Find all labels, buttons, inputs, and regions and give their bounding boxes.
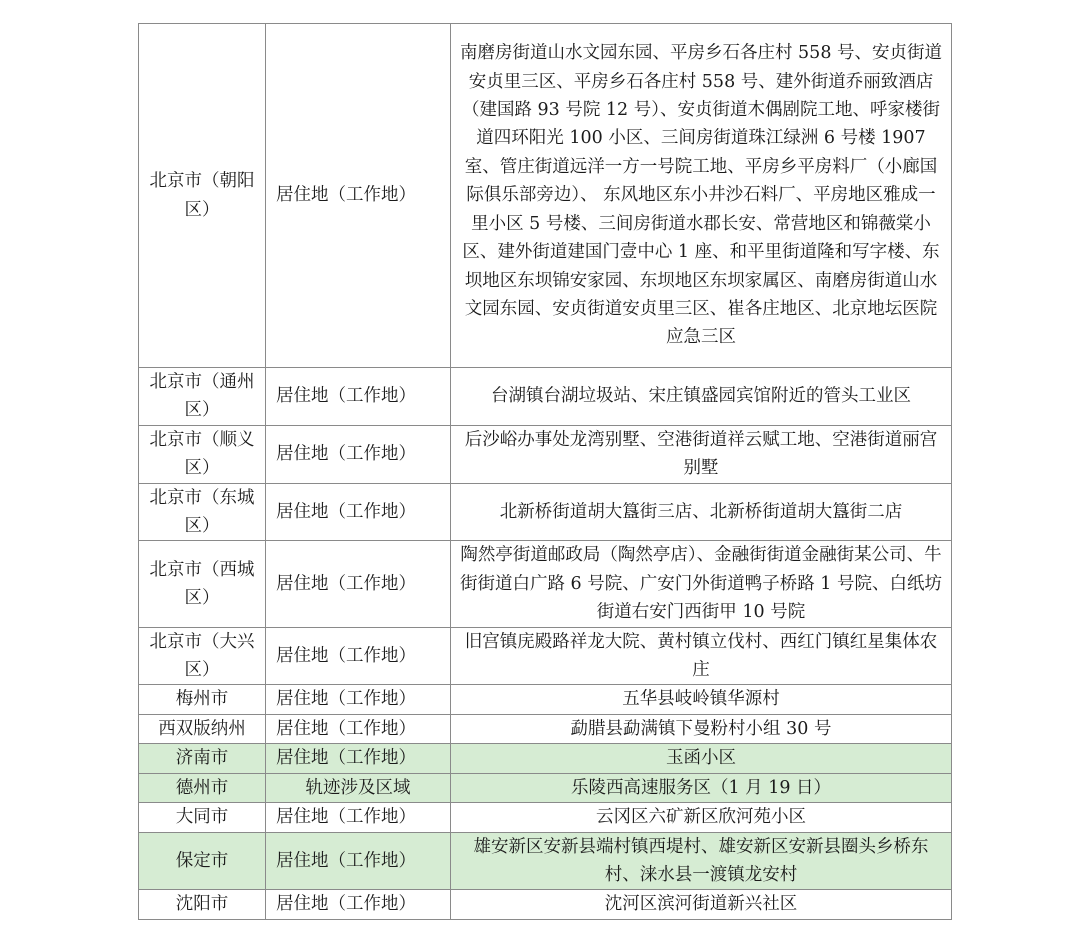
place-cell: 陶然亭街道邮政局（陶然亭店）、金融街街道金融街某公司、牛街街道白广路 6 号院、广安门外街道鸭子桥路 1 号院、白纸坊街道右安门西街甲 10 号院: [451, 541, 952, 627]
table-row: [139, 368, 952, 426]
table-row: [139, 483, 952, 541]
type-cell: 居住地（工作地）: [266, 627, 451, 685]
type-cell: 轨迹涉及区域: [266, 773, 451, 802]
place-cell: 五华县岐岭镇华源村: [451, 685, 952, 714]
table-row-highlighted: [139, 773, 952, 802]
place-cell: 勐腊县勐满镇下曼粉村小组 30 号: [451, 714, 952, 743]
city-cell: 德州市: [139, 773, 266, 802]
place-cell: 北新桥街道胡大簋街三店、北新桥街道胡大簋街二店: [451, 483, 952, 541]
table-row: [139, 627, 952, 685]
type-cell: 居住地（工作地）: [266, 685, 451, 714]
city-cell: 北京市（顺义区）: [139, 425, 266, 483]
type-cell: 居住地（工作地）: [266, 541, 451, 627]
place-cell: 乐陵西高速服务区（1 月 19 日）: [451, 773, 952, 802]
place-cell: 后沙峪办事处龙湾别墅、空港街道祥云赋工地、空港街道丽宫别墅: [451, 425, 952, 483]
type-cell: 居住地（工作地）: [266, 832, 451, 890]
city-cell: 北京市（通州区）: [139, 368, 266, 426]
place-cell: 玉函小区: [451, 744, 952, 773]
table-row: [139, 714, 952, 743]
place-cell: 旧宫镇庑殿路祥龙大院、黄村镇立伐村、西红门镇红星集体农庄: [451, 627, 952, 685]
city-cell: 北京市（东城区）: [139, 483, 266, 541]
table-row: [139, 541, 952, 627]
table-row: [139, 425, 952, 483]
place-cell: 南磨房街道山水文园东园、平房乡石各庄村 558 号、安贞街道安贞里三区、平房乡石各庄村 558 号、建外街道乔丽致酒店（建国路 93 号院 12 号）、安贞街道木偶剧院工地、呼家楼街道四环阳光 100 小区、三间房街道珠江绿洲 6 号楼 1907 室、管庄街道远洋一方一号院工地、平房乡平房料厂（小廊国际俱乐部旁边）、 东风地区东小井沙石料厂、平房地区雅成一里小区 5 号楼、三间房街道水郡长安、常营地区和锦薇棠小区、建外街道建国门壹中心 1 座、和平里街道隆和写字楼、东坝地区东坝锦安家园、东坝地区东坝家属区、南磨房街道山水文园东园、安贞街道安贞里三区、崔各庄地区、北京地坛医院应急三区: [451, 24, 952, 368]
table-row: [139, 685, 952, 714]
type-cell: 居住地（工作地）: [266, 24, 451, 368]
place-cell: 沈河区滨河街道新兴社区: [451, 890, 952, 919]
city-cell: 北京市（朝阳区）: [139, 24, 266, 368]
type-cell: 居住地（工作地）: [266, 890, 451, 919]
table-row-highlighted: [139, 832, 952, 890]
city-cell: 北京市（大兴区）: [139, 627, 266, 685]
city-cell: 西双版纳州: [139, 714, 266, 743]
type-cell: 居住地（工作地）: [266, 744, 451, 773]
table-row: [139, 890, 952, 919]
type-cell: 居住地（工作地）: [266, 803, 451, 832]
city-cell: 保定市: [139, 832, 266, 890]
table-row: [139, 803, 952, 832]
city-cell: 梅州市: [139, 685, 266, 714]
city-cell: 沈阳市: [139, 890, 266, 919]
city-cell: 北京市（西城区）: [139, 541, 266, 627]
city-cell: 济南市: [139, 744, 266, 773]
table-row: [139, 24, 952, 368]
place-cell: 雄安新区安新县端村镇西堤村、雄安新区安新县圈头乡桥东村、涞水县一渡镇龙安村: [451, 832, 952, 890]
table-row-highlighted: [139, 744, 952, 773]
type-cell: 居住地（工作地）: [266, 483, 451, 541]
type-cell: 居住地（工作地）: [266, 368, 451, 426]
type-cell: 居住地（工作地）: [266, 714, 451, 743]
location-table: [138, 23, 952, 920]
city-cell: 大同市: [139, 803, 266, 832]
place-cell: 云冈区六矿新区欣河苑小区: [451, 803, 952, 832]
type-cell: 居住地（工作地）: [266, 425, 451, 483]
place-cell: 台湖镇台湖垃圾站、宋庄镇盛园宾馆附近的管头工业区: [451, 368, 952, 426]
